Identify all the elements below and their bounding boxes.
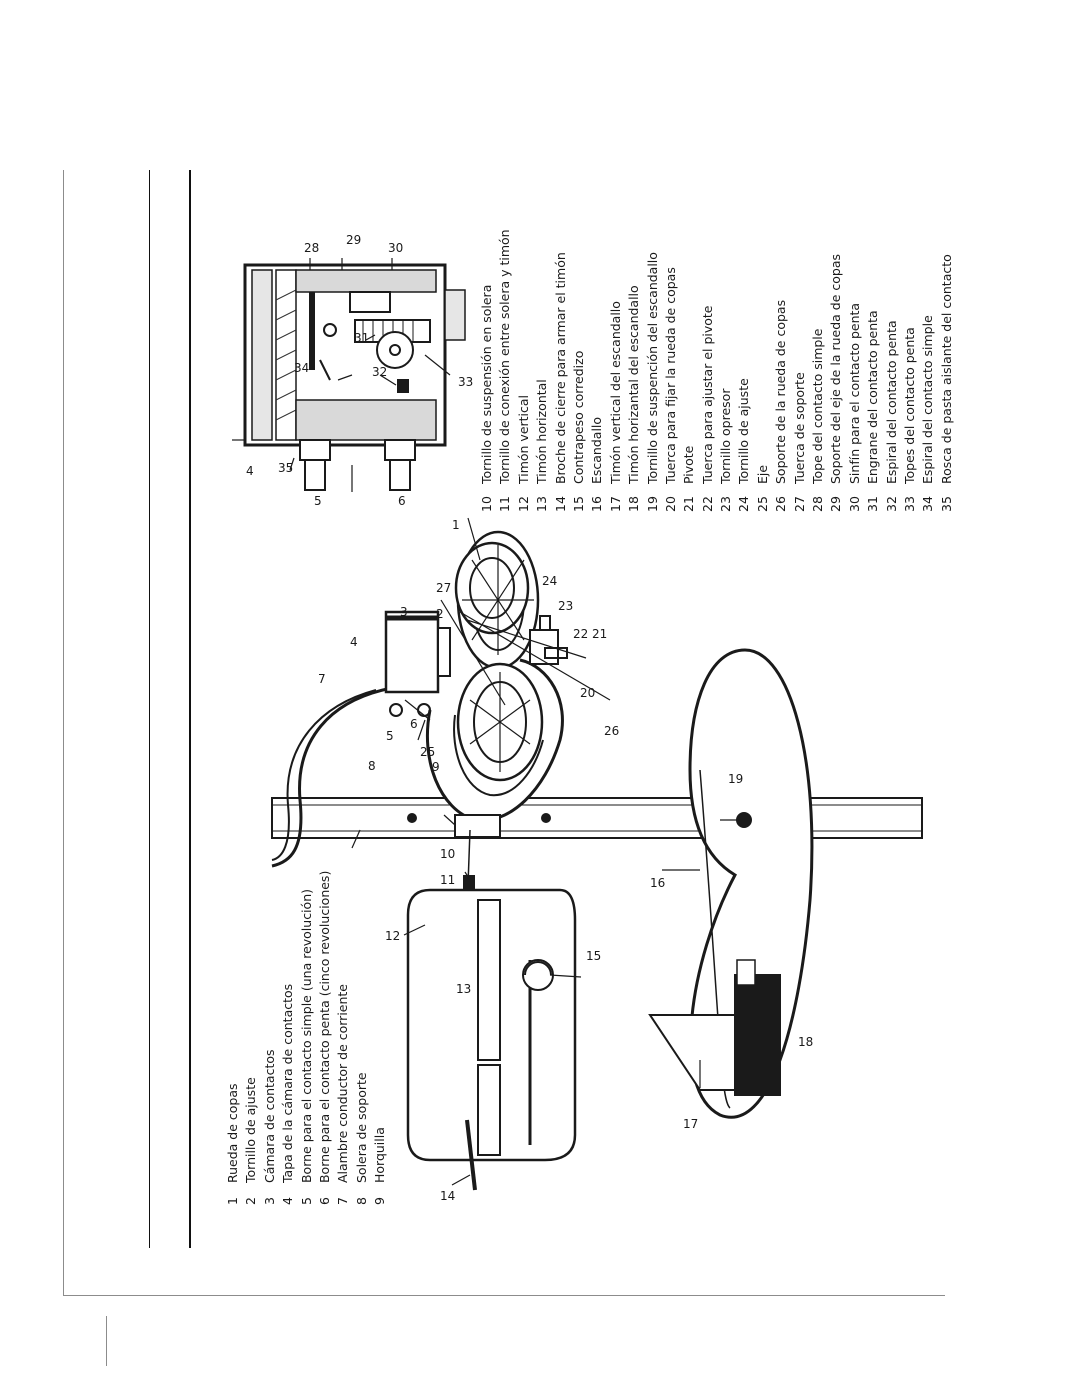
callout-29: 29 <box>346 233 362 247</box>
legend-item: 7 Alambre conductor de corriente <box>335 984 351 1205</box>
legend-right <box>478 222 956 512</box>
legend-item: 34 Espiral del contacto simple <box>920 315 936 512</box>
legend-item: 31 Engrane del contacto penta <box>865 310 881 512</box>
callout-5: 5 <box>386 729 394 743</box>
legend-item: 14 Broche de cierre para armar el timón <box>552 252 568 512</box>
legend-item: 2 Tornillo de ajuste <box>243 1077 259 1205</box>
callout-33: 33 <box>458 375 474 389</box>
sounding-weight <box>650 650 812 1117</box>
legend-item: 8 Solera de soporte <box>353 1072 369 1205</box>
callout-15: 15 <box>586 949 602 963</box>
callout-14: 14 <box>440 1189 456 1203</box>
callout-16: 16 <box>650 876 666 890</box>
legend-item: 4 Tapa de la cámara de contactos <box>280 983 296 1205</box>
legend-item: 20 Tuerca para fijar la rueda de copas <box>662 267 678 512</box>
legend-item: 21 Pivote <box>681 445 697 512</box>
callout-35: 35 <box>278 461 294 475</box>
legend-item: 15 Contrapeso corredizo <box>570 350 586 512</box>
legend-item: 12 Timón vertical <box>515 394 531 512</box>
legend-item: 11 Tornillo de conexión entre solera y timón <box>497 229 513 512</box>
detail-callout-4: 4 <box>246 464 254 478</box>
callout-6: 6 <box>410 717 418 731</box>
callout-31: 31 <box>354 331 370 345</box>
contact-chamber <box>386 612 450 716</box>
legend-item: 22 Tuerca para ajustar el pivote <box>699 305 715 512</box>
callout-34: 34 <box>294 361 310 375</box>
callout-30: 30 <box>388 241 404 255</box>
callout-17: 17 <box>683 1117 699 1131</box>
callout-23: 23 <box>558 599 574 613</box>
callout-28: 28 <box>304 241 320 255</box>
legend-item: 24 Tornillo de ajuste <box>736 378 752 512</box>
callout-20: 20 <box>580 686 596 700</box>
callout-18: 18 <box>798 1035 814 1049</box>
legend-item: 23 Tornillo opresor <box>718 388 734 512</box>
legend-item: 28 Tope del contacto simple <box>810 328 826 512</box>
detail-callout-6: 6 <box>398 494 406 508</box>
legend-item: 6 Borne para el contacto penta (cinco revoluciones) <box>316 870 332 1205</box>
callout-7: 7 <box>318 672 326 686</box>
legend-item: 27 Tuerca de soporte <box>791 372 807 512</box>
callout-10: 10 <box>440 847 456 861</box>
legend-item: 35 Rosca de pasta aislante del contacto <box>938 254 954 512</box>
callout-9: 9 <box>432 760 440 774</box>
callout-19: 19 <box>728 772 744 786</box>
callout-22: 22 <box>573 627 589 641</box>
legend-item: 33 Topes del contacto penta <box>901 327 917 512</box>
legend-item: 10 Tornillo de suspensión en solera <box>479 284 494 512</box>
callout-21: 21 <box>592 627 608 641</box>
legend-item: 9 Horquilla <box>372 1127 388 1205</box>
legend-item: 25 Eje <box>754 464 770 512</box>
support-bar <box>272 798 922 838</box>
callout-4: 4 <box>350 635 358 649</box>
callout-25: 25 <box>420 745 436 759</box>
legend-item: 16 Escandallo <box>589 416 605 512</box>
callout-8: 8 <box>368 759 376 773</box>
legend-item: 5 Borne para el contacto simple (una revolución) <box>298 889 314 1205</box>
legend-item: 17 Timón vertical del escandallo <box>607 301 623 512</box>
wire <box>272 688 392 866</box>
legend-item: 29 Soporte del eje de la rueda de copas <box>828 253 844 512</box>
legend-item: 32 Espiral del contacto penta <box>883 320 899 512</box>
callout-26: 26 <box>604 724 620 738</box>
callout-2: 2 <box>436 607 444 621</box>
legend-item: 3 Cámara de contactos <box>261 1049 277 1205</box>
tail-fin <box>408 830 575 1190</box>
callout-12: 12 <box>385 929 401 943</box>
legend-item: 30 Sinfín para el contacto penta <box>846 302 862 512</box>
callout-24: 24 <box>542 574 558 588</box>
legend-item: 26 Soporte de la rueda de copas <box>773 299 789 512</box>
callout-32: 32 <box>372 365 388 379</box>
legend-item: 19 Tornillo de suspención del escandallo <box>644 252 660 512</box>
legend-left <box>224 870 390 1205</box>
callout-13: 13 <box>456 982 472 996</box>
detail-callout-5: 5 <box>314 494 322 508</box>
legend-item: 18 Timón horizantal del escandallo <box>626 285 642 512</box>
callout-3: 3 <box>400 605 408 619</box>
detail-chamber <box>245 265 465 490</box>
callout-1: 1 <box>452 518 460 532</box>
legend-item: 13 Timón horizontal <box>534 379 550 512</box>
callout-27: 27 <box>436 581 452 595</box>
legend-item: 1 Rueda de copas <box>225 1083 240 1205</box>
callout-11: 11 <box>440 873 456 887</box>
